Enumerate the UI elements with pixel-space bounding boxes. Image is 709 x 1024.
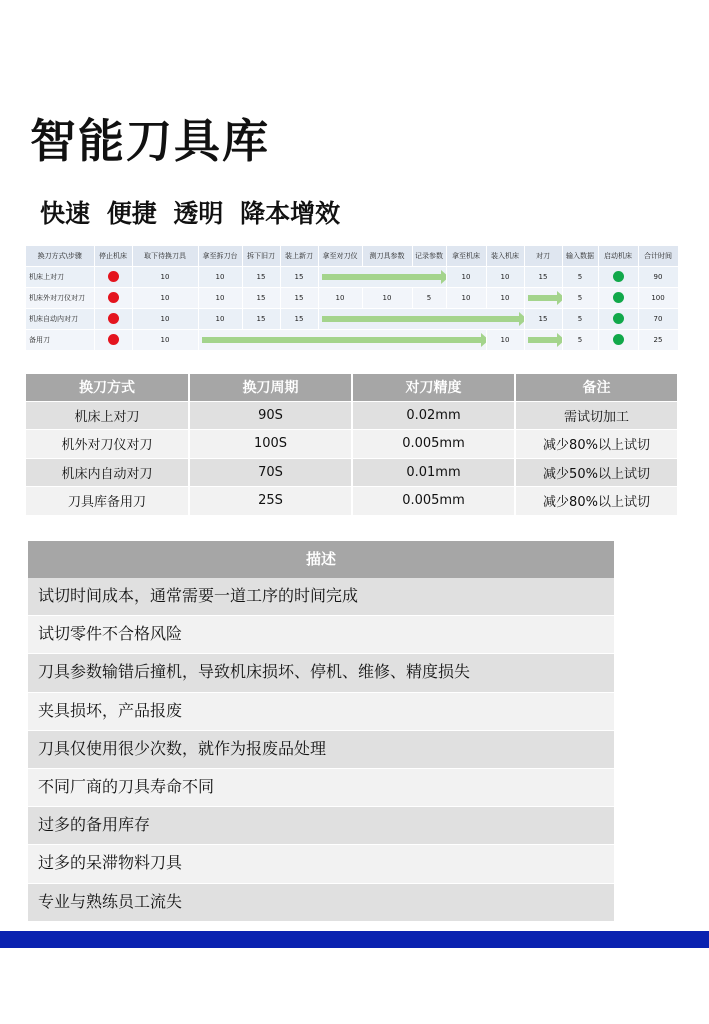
steps-cell: 10 [132,308,198,329]
comparison-row [26,401,678,430]
steps-total: 100 [638,287,678,308]
arrow-right-icon [528,337,559,343]
comparison-cell: 25S [189,487,352,516]
steps-cell: 15 [280,308,318,329]
green-dot-icon [613,271,624,282]
description-item: 不同厂商的刀具寿命不同 [28,769,614,807]
start-indicator [598,329,638,350]
comparison-header-row [26,374,678,401]
steps-cell: 5 [562,266,598,287]
start-indicator [598,308,638,329]
description-header: 描述 [28,541,614,578]
stop-indicator [94,329,132,350]
comparison-cell: 刀具库备用刀 [26,487,189,516]
steps-cell: 10 [132,266,198,287]
description-item: 过多的呆滞物料刀具 [28,845,614,883]
steps-header-cell: 输入数据 [562,246,598,266]
steps-header-cell: 拆下旧刀 [242,246,280,266]
steps-header-cell: 启动机床 [598,246,638,266]
steps-cell: 10 [486,329,524,350]
skip-steps-cell [524,329,562,350]
description-item: 刀具参数输错后撞机，导致机床损坏、停机、维修、精度损失 [28,654,614,692]
description-item: 试切时间成本，通常需要一道工序的时间完成 [28,578,614,616]
arrow-right-icon [202,337,483,343]
skip-steps-cell [318,308,524,329]
steps-header-cell: 装入机床 [486,246,524,266]
comparison-cell: 70S [189,458,352,487]
comparison-cell: 0.01mm [352,458,515,487]
page-subtitle: 快速 便捷 透明 降本增效 [40,199,341,228]
steps-row-label: 机床自动内对刀 [26,308,94,329]
red-dot-icon [108,271,119,282]
steps-row [26,329,678,350]
description-item: 刀具仅使用很少次数，就作为报废品处理 [28,731,614,769]
steps-total: 90 [638,266,678,287]
description-item: 试切零件不合格风险 [28,616,614,654]
comparison-cell: 100S [189,430,352,459]
footer-bar [0,931,709,948]
green-dot-icon [613,313,624,324]
steps-cell: 10 [198,287,242,308]
comparison-row [26,458,678,487]
comparison-cell: 减少80%以上试切 [515,430,678,459]
steps-cell: 10 [198,266,242,287]
steps-header-cell: 对刀 [524,246,562,266]
steps-header-cell: 停止机床 [94,246,132,266]
steps-cell: 10 [132,287,198,308]
description-item: 夹具损坏，产品报废 [28,693,614,731]
steps-header-cell: 换刀方式\步骤 [26,246,94,266]
red-dot-icon [108,292,119,303]
page-title: 智能刀具库 [30,114,270,168]
comparison-row [26,430,678,459]
comparison-cell: 机外对刀仪对刀 [26,430,189,459]
steps-total: 25 [638,329,678,350]
steps-header-cell: 拿至机床 [446,246,486,266]
arrow-right-icon [528,295,559,301]
steps-cell: 5 [562,308,598,329]
steps-cell: 15 [242,287,280,308]
steps-row-label: 机床外对刀仪对刀 [26,287,94,308]
steps-cell: 10 [318,287,362,308]
steps-header-cell: 装上新刀 [280,246,318,266]
steps-total: 70 [638,308,678,329]
steps-cell: 5 [412,287,446,308]
red-dot-icon [108,334,119,345]
comparison-cell: 0.005mm [352,430,515,459]
tool-change-steps-table [26,246,679,351]
steps-cell: 10 [362,287,412,308]
comparison-cell: 需试切加工 [515,401,678,430]
steps-cell: 10 [446,287,486,308]
comparison-header-cell: 备注 [515,374,678,401]
steps-header-cell: 拿至对刀仪 [318,246,362,266]
steps-cell: 15 [524,308,562,329]
comparison-table [26,374,679,516]
comparison-header-cell: 对刀精度 [352,374,515,401]
steps-cell: 5 [562,287,598,308]
comparison-cell: 0.005mm [352,487,515,516]
description-list [28,541,614,922]
steps-header-cell: 拿至拆刀台 [198,246,242,266]
steps-cell: 15 [524,266,562,287]
steps-header-row [26,246,678,266]
description-item: 专业与熟练员工流失 [28,884,614,922]
comparison-row [26,487,678,516]
comparison-header-cell: 换刀周期 [189,374,352,401]
start-indicator [598,287,638,308]
comparison-cell: 减少50%以上试切 [515,458,678,487]
stop-indicator [94,287,132,308]
steps-row [26,308,678,329]
description-item: 过多的备用库存 [28,807,614,845]
steps-row [26,287,678,308]
skip-steps-cell [524,287,562,308]
stop-indicator [94,308,132,329]
steps-row-label: 备用刀 [26,329,94,350]
steps-cell: 15 [242,266,280,287]
stop-indicator [94,266,132,287]
skip-steps-cell [318,266,446,287]
steps-cell: 10 [132,329,198,350]
steps-row [26,266,678,287]
steps-cell: 10 [486,266,524,287]
comparison-header-cell: 换刀方式 [26,374,189,401]
comparison-cell: 机床上对刀 [26,401,189,430]
steps-row-label: 机床上对刀 [26,266,94,287]
arrow-right-icon [322,274,443,280]
steps-cell: 10 [446,266,486,287]
green-dot-icon [613,292,624,303]
steps-cell: 15 [242,308,280,329]
comparison-cell: 0.02mm [352,401,515,430]
steps-cell: 10 [486,287,524,308]
steps-cell: 5 [562,329,598,350]
steps-cell: 15 [280,266,318,287]
steps-header-cell: 取下待换刀具 [132,246,198,266]
steps-header-cell: 记录参数 [412,246,446,266]
green-dot-icon [613,334,624,345]
steps-cell: 10 [198,308,242,329]
steps-header-cell: 测刀具参数 [362,246,412,266]
comparison-cell: 减少80%以上试切 [515,487,678,516]
arrow-right-icon [322,316,521,322]
steps-header-cell: 合计时间 [638,246,678,266]
comparison-cell: 机床内自动对刀 [26,458,189,487]
red-dot-icon [108,313,119,324]
skip-steps-cell [198,329,486,350]
steps-cell: 15 [280,287,318,308]
start-indicator [598,266,638,287]
comparison-cell: 90S [189,401,352,430]
